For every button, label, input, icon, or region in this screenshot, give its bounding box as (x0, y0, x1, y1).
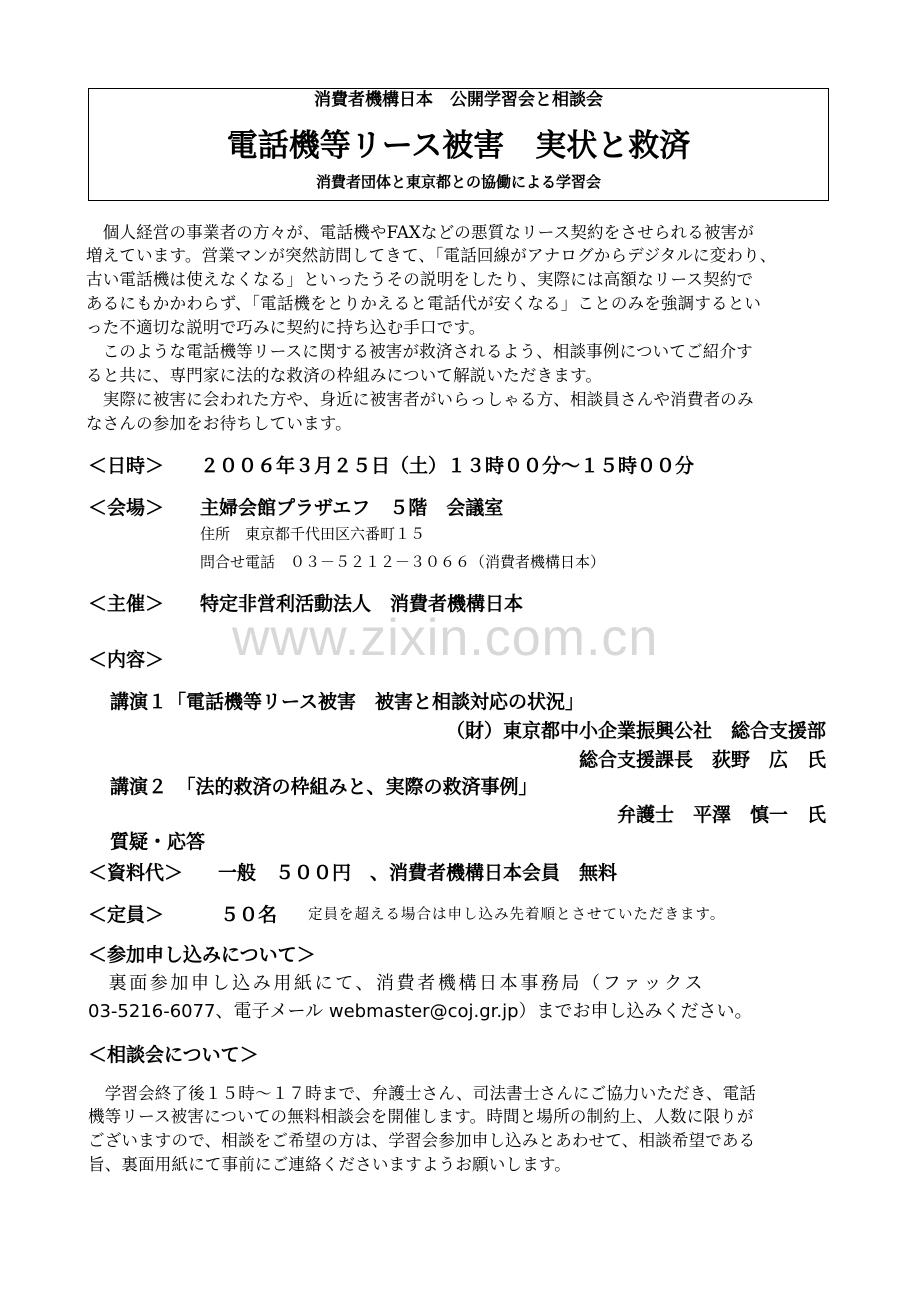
application-label: ＜参加申し込みについて＞ (88, 944, 316, 966)
watermark: www.zixin.com.cn (232, 609, 659, 667)
capacity-value: ５０名 (220, 904, 278, 926)
subtitle: 消費者団体と東京都との協働による学習会 (315, 173, 601, 191)
qa: 質疑・応答 (110, 831, 206, 853)
lecture2-title: 講演２ 「法的救済の枠組みと、実際の救済事例」 (110, 776, 538, 798)
venue-phone: 問合せ電話 ０３－５２１２－３０６６（消費者機構日本） (200, 553, 606, 571)
intro-line: なさんの参加をお待ちしています。 (86, 414, 352, 433)
venue-address: 住所 東京都千代田区六番町１５ (200, 525, 426, 543)
consultation-line: ございますので、相談をご希望の方は、学習会参加申し込みとあわせて、相談希望である (88, 1131, 756, 1150)
organizer-label: ＜主催＞ (88, 593, 165, 615)
lecture1-title: 講演１「電話機等リース被害 被害と相談対応の状況」 (110, 691, 585, 713)
consultation-line: 旨、裏面用紙にて事前にご連絡くださいますようお願いします。 (88, 1155, 571, 1174)
page-title: 電話機等リース被害 実状と救済 (226, 128, 691, 164)
intro-line: 古い電話機は使えなくなる」といったうその説明をしたり、実際には高額なリース契約で (86, 270, 754, 289)
fee-value: 一般 ５００円 、消費者機構日本会員 無料 (218, 862, 618, 884)
capacity-label: ＜定員＞ (88, 904, 165, 926)
intro-line: このような電話機等リースに関する被害が救済されるよう、相談事例についてご紹介す (86, 342, 753, 361)
datetime-label: ＜日時＞ (88, 455, 165, 477)
consultation-label: ＜相談会について＞ (88, 1044, 259, 1066)
consultation-line: 機等リース被害についての無料相談会を開催します。時間と場所の制約上、人数に限りが (88, 1107, 754, 1126)
intro-line: った不適切な説明で巧みに契約に持ち込む手口です。 (86, 318, 486, 337)
datetime-value: ２００６年３月２５日（土）１３時００分～１５時００分 (200, 455, 695, 477)
lecture1-org: （財）東京都中小企業振興公社 総合支援部 (445, 720, 826, 742)
organizer-value: 特定非営利活動法人 消費者機構日本 (200, 593, 524, 615)
application-line: 裏面参加申し込み用紙にて、消費者機構日本事務局（ファックス (88, 973, 706, 994)
venue-value: 主婦会館プラザエフ ５階 会議室 (200, 497, 504, 519)
lecture2-speaker: 弁護士 平澤 慎一 氏 (616, 804, 826, 826)
lecture1-speaker: 総合支援課長 荻野 広 氏 (578, 749, 826, 771)
venue-label: ＜会場＞ (88, 497, 165, 519)
org-line: 消費者機構日本 公開学習会と相談会 (314, 90, 603, 110)
fee-label: ＜資料代＞ (88, 862, 184, 884)
capacity-note: 定員を超える場合は申し込み先着順とさせていただきます。 (308, 907, 726, 923)
intro-line: あるにもかかわらず、「電話機をとりかえると電話代が安くなる」ことのみを強調するとい (86, 294, 762, 313)
intro-line: 増えています。営業マンが突然訪問してきて、「電話回線がアナログからデジタルに変わり、 (86, 246, 777, 265)
content-label: ＜内容＞ (88, 649, 165, 671)
intro-line: 実際に被害に会われた方や、身近に被害者がいらっしゃる方、相談員さんや消費者のみ (86, 390, 754, 409)
intro-line: ると共に、専門家に法的な救済の枠組みについて解説いただきます。 (86, 366, 603, 385)
application-line: 03-5216-6077、電子メール webmaster@coj.gr.jp）までお申し込みください。 (88, 1001, 753, 1022)
intro-line: 個人経営の事業者の方々が、電話機やFAXなどの悪質なリース契約をさせられる被害が (86, 223, 755, 242)
consultation-line: 学習会終了後１５時～１７時まで、弁護士さん、司法書士さんにご協力いただき、電話 (88, 1084, 756, 1103)
